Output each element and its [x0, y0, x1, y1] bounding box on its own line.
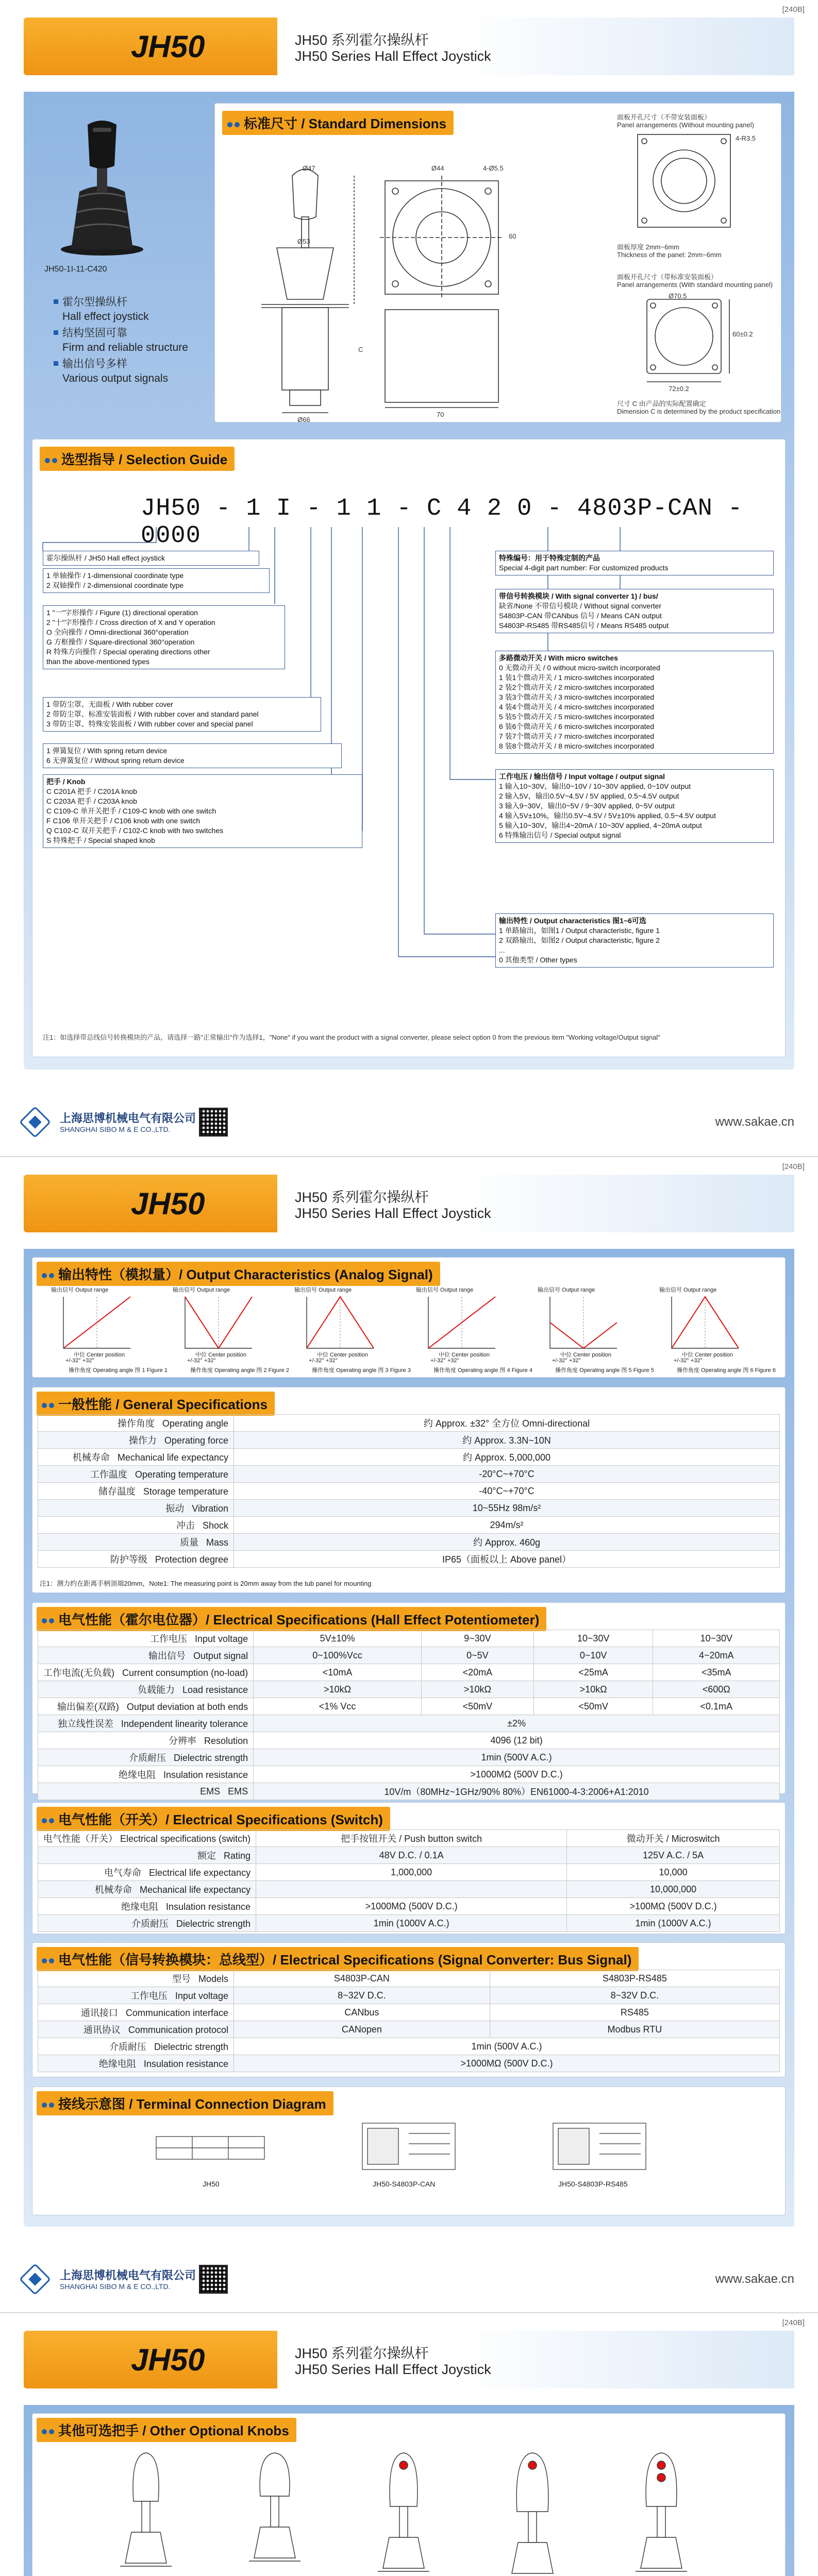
- note-panel-b-en: Panel arrangements (With standard mounting panel): [617, 281, 773, 289]
- table-row: [38, 1987, 780, 2004]
- title-band: [277, 18, 794, 75]
- qr-code-icon: [199, 1108, 228, 1137]
- title-cn: JH50 系列霍尔操纵杆: [295, 32, 429, 48]
- catalog-page-2: [0, 1156, 818, 2312]
- model-tab: [24, 1175, 277, 1232]
- spec-value: ±2%: [254, 1715, 780, 1732]
- table-row: [38, 2021, 780, 2038]
- note-panel-b: 面板开孔尺寸（带标准安装面板）: [617, 273, 718, 281]
- model-tab: [24, 18, 277, 75]
- figure-caption: 操作角度 Operating angle 图 3 Figure 3: [312, 1367, 411, 1374]
- table-row: [38, 1864, 780, 1881]
- general-note: 注1：测力约在距离手柄顶端20mm，Note1: The measuring point is 20mm away from the tub panel for mounting: [40, 1580, 372, 1587]
- knobs-title: 其他可选把手 / Other Optional Knobs: [37, 2418, 296, 2442]
- spec-value: 0~10V: [533, 1647, 653, 1664]
- knob-figure: [233, 2445, 316, 2576]
- spec-label: 通讯协议 Communication protocol: [38, 2021, 234, 2038]
- company-name-en: SHANGHAI SIBO M & E CO.,LTD.: [60, 1125, 171, 1133]
- table-row: [38, 1500, 780, 1517]
- spec-label: 型号 Models: [38, 1970, 234, 1987]
- spec-label: 介质耐压 Dielectric strength: [38, 1749, 254, 1766]
- page-header: [24, 2331, 794, 2388]
- table-row: [38, 1715, 780, 1732]
- company-logo-icon: [19, 1106, 51, 1138]
- spec-value: 1min (500V A.C.): [234, 2038, 780, 2055]
- knob-figure: [491, 2445, 574, 2576]
- feature-1: 霍尔型操纵杆 Hall effect joystick: [54, 295, 149, 324]
- title-cn: JH50 系列霍尔操纵杆: [295, 1190, 429, 1205]
- sel-box-knob: 把手 / Knob C C201A 把手 / C201A knob C C203A 把手 / C203A knob C C109-C 单开关把手 / C109-C knob with one switch F C106 单开关把手 / C106 knob with one switch Q C102-C 双开关把手 / C102-C knob with two switches S 特殊把手 / Special shaped knob: [43, 774, 362, 848]
- table-row: [38, 1483, 780, 1500]
- table-row: [38, 1915, 780, 1932]
- sel-box-microswitch: 多路微动开关 / With micro switches 0 无微动开关 / 0 without micro-switch incorporated 1 装1个微动开关 / 1 micro-switches incorporated 2 装2个微动开关 / 2 micro-switches incorporated 3 装3个微动开关 / 3 micro-switches incorporated 4 装4个微动开关 / 4 micro-switches incorporated 5 装5个微动开关 / 5 micro-switches incorporated 6 装6个微动开关 / 6 micro-switches incorporated 7 装7个微动开关 / 7 micro-switches incorporated 8 装8个微动开关 / 8 micro-switches incorporated: [495, 651, 774, 754]
- spec-value: >10kΩ: [422, 1681, 534, 1698]
- terminal-caption: JH50-S4803P-CAN: [373, 2180, 436, 2188]
- catalog-page-1: [0, 0, 818, 1156]
- terminal-caption: JH50: [203, 2180, 220, 2188]
- terminal-title: 接线示意图 / Terminal Connection Diagram: [37, 2091, 333, 2115]
- figure-axis-label: 输出信号 Output range: [538, 1287, 595, 1293]
- table-row: [38, 1898, 780, 1915]
- website-link[interactable]: www.sakae.cn: [715, 2272, 794, 2286]
- table-row: [38, 1449, 780, 1466]
- figure-axis-label: 输出信号 Output range: [416, 1287, 474, 1293]
- note-panel-a: 面板开孔尺寸（不带安装面板）: [617, 113, 711, 121]
- sel-box-signal-converter: 带信号转换模块 / With signal converter 1) / bus/ 缺省/None 不带信号模块 / Without signal converter S4803P-CAN 带CANbus 信号 / Means CAN output S4803P-RS485 带RS485信号 / Means RS485 output: [495, 589, 774, 633]
- dim-label: 60: [509, 232, 516, 240]
- figure-caption: 操作角度 Operating angle 图 1 Figure 1: [69, 1367, 168, 1374]
- output-figure: [185, 1297, 252, 1348]
- output-figure: [550, 1297, 617, 1348]
- figure-range-label: +/-32° +32°: [65, 1358, 94, 1364]
- spec-label: 工作温度 Operating temperature: [38, 1466, 234, 1483]
- content-panel: [24, 92, 794, 1070]
- sel-box-cover: 1 带防尘罩、无面板 / With rubber cover 2 带防尘罩、标准安装面板 / With rubber cover and standard panel 3 带防尘罩、特殊安装面板 / With rubber cover and special panel: [43, 697, 321, 732]
- spec-value: Modbus RTU: [490, 2021, 779, 2038]
- figure-center-label: 中位 Center position: [682, 1352, 733, 1358]
- spec-value: 约 Approx. 5,000,000: [234, 1449, 780, 1466]
- table-row: [38, 1783, 780, 1800]
- spec-value: 8~32V D.C.: [234, 1987, 490, 2004]
- page-footer: [24, 1106, 794, 1142]
- spec-value: 约 Approx. ±32° 全方位 Omni-directional: [234, 1415, 780, 1432]
- sel-box-output: 输出特性 / Output characteristics 图1~6可选 1 单路输出，如图1 / Output characteristic, figure 1 2 双路输出，如图2 / Output characteristic, figure 2 ... 0 其他类型 / Other types: [495, 913, 774, 968]
- spec-value: >100MΩ (500V D.C.): [567, 1898, 780, 1915]
- terminal-diagram-card: [32, 2087, 786, 2215]
- spec-value: 4~20mA: [653, 1647, 780, 1664]
- dim-label: Ø44: [431, 164, 444, 172]
- spec-value: <50mV: [533, 1698, 653, 1715]
- spec-label: 操作角度 Operating angle: [38, 1415, 234, 1432]
- spec-label: 工作电流(无负载) Current consumption (no-load): [38, 1664, 254, 1681]
- spec-value: S4803P-CAN: [234, 1970, 490, 1987]
- spec-value: 1min (1000V A.C.): [567, 1915, 780, 1932]
- optional-knobs-card: [32, 2413, 786, 2576]
- spec-value: [256, 1881, 567, 1898]
- output-figure: [63, 1297, 130, 1348]
- spec-value: CANopen: [234, 2021, 490, 2038]
- spec-value: >1000MΩ (500V D.C.): [234, 2055, 780, 2072]
- sel-box-special-number: 特殊编号：用于特殊定制的产品 Special 4-digit part number: For customized products: [495, 551, 774, 575]
- figure-range-label: +/-32° +32°: [187, 1358, 216, 1364]
- note-thickness-en: Thickness of the panel: 2mm~6mm: [617, 251, 722, 259]
- table-row: [38, 1749, 780, 1766]
- spec-value: 1,000,000: [256, 1864, 567, 1881]
- spec-label: 输出偏差(双路) Output deviation at both ends: [38, 1698, 254, 1715]
- feature-2: 结构坚固可靠 Firm and reliable structure: [54, 326, 188, 355]
- spec-value: 294m/s²: [234, 1517, 780, 1534]
- table-row: [38, 1630, 780, 1647]
- table-row: [38, 1847, 780, 1864]
- spec-value: 10,000,000: [567, 1881, 780, 1898]
- general-title: 一般性能 / General Specifications: [37, 1392, 275, 1416]
- spec-value: 10V/m（80MHz~1GHz/90% 80%）EN61000-4-3:2006+A1:2010: [254, 1783, 780, 1800]
- dim-label: 70: [437, 411, 444, 418]
- title-cn: JH50 系列霍尔操纵杆: [295, 2346, 429, 2361]
- spec-label: 分辨率 Resolution: [38, 1732, 254, 1749]
- spec-value: 4096 (12 bit): [254, 1732, 780, 1749]
- spec-value: >10kΩ: [533, 1681, 653, 1698]
- note-panel-a-en: Panel arrangements (Without mounting panel): [617, 121, 754, 129]
- dimension-drawing-icon: [215, 104, 782, 423]
- table-row: [38, 1732, 780, 1749]
- spec-value: 48V D.C. / 0.1A: [256, 1847, 567, 1864]
- page-header: [24, 18, 794, 75]
- sel-box-direction: 1 "一"字形操作 / Figure (1) directional operation 2 "十"字形操作 / Cross direction of X and Y operation O 全向操作 / Omni-directional 360°operation G 方框操作 / Square-directional 360°operation R 特殊方向操作 / Special operating directions other than the above-mentioned types: [43, 605, 285, 669]
- content-panel: [24, 2405, 794, 2576]
- knob-drawing-icon: [362, 2445, 445, 2576]
- page-header: [24, 1175, 794, 1232]
- page-number: [240B]: [782, 1162, 805, 1171]
- elec-switch-title: 电气性能（开关）/ Electrical Specifications (Switch): [37, 1807, 390, 1831]
- spec-value: 5V±10%: [254, 1630, 422, 1647]
- figure-center-label: 中位 Center position: [560, 1352, 612, 1358]
- table-row: [38, 1881, 780, 1898]
- elec-hall-title: 电气性能（霍尔电位器）/ Electrical Specifications (Hall Effect Potentiometer): [37, 1607, 546, 1631]
- output-figure: [307, 1297, 374, 1348]
- dim-label: 60±0.2: [732, 330, 753, 338]
- knob-figure: [620, 2445, 703, 2576]
- title-band: [277, 1175, 794, 1232]
- spec-value: >1000MΩ (500V D.C.): [256, 1898, 567, 1915]
- spec-label: 负载能力 Load resistance: [38, 1681, 254, 1698]
- spec-label: 工作电压 Input voltage: [38, 1630, 254, 1647]
- knob-drawing-icon: [620, 2445, 703, 2576]
- dim-label: C: [358, 346, 363, 353]
- elec-bus-title: 电气性能（信号转换模块：总线型）/ Electrical Specifications (Signal Converter: Bus Signal): [37, 1947, 639, 1971]
- spec-value: <35mA: [653, 1664, 780, 1681]
- product-photo: [48, 114, 156, 259]
- spec-value: 10~30V: [533, 1630, 653, 1647]
- sel-box-voltage: 工作电压 / 输出信号 / Input voltage / output signal 1 输入10~30V，输出0~10V / 10~30V applied, 0~10V output 2 输入5V，输出0.5V~4.5V / 5V applied, 0.5~4.5V output 3 输入9~30V，输出0~5V / 9~30V applied, 0~5V output 4 输入5V±10%，输出0.5V~4.5V / 5V±10% applied, 0.5~4.5V output 5 输入10~30V，输出4~20mA / 10~30V applied, 4~20mA output 6 特殊输出信号 / Special output signal: [495, 769, 774, 843]
- table-row: [38, 1432, 780, 1449]
- elec-bus-card: [32, 1942, 786, 2077]
- spec-label: 冲击 Shock: [38, 1517, 234, 1534]
- figure-caption: 操作角度 Operating angle 图 4 Figure 4: [433, 1367, 532, 1374]
- spec-value: 0~5V: [422, 1647, 534, 1664]
- spec-value: 约 Approx. 3.3N~10N: [234, 1432, 780, 1449]
- dim-label: 4-R3.5: [736, 134, 756, 142]
- spec-value: 1min (500V A.C.): [254, 1749, 780, 1766]
- note-dim-c-en: Dimension C is determined by the product specification: [617, 408, 781, 415]
- knob-figure: [105, 2445, 187, 2576]
- spec-value: -40°C~+70°C: [234, 1483, 780, 1500]
- spec-label: 独立线性误差 Independent linearity tolerance: [38, 1715, 254, 1732]
- table-row: [38, 1534, 780, 1551]
- figure-center-label: 中位 Center position: [195, 1352, 247, 1358]
- figure-axis-label: 输出信号 Output range: [173, 1287, 230, 1293]
- elec-hall-card: [32, 1602, 786, 1797]
- spec-label: 储存温度 Storage temperature: [38, 1483, 234, 1500]
- model-name: JH50: [131, 1187, 205, 1221]
- spec-label: 振动 Vibration: [38, 1500, 234, 1517]
- table-row: [38, 1698, 780, 1715]
- dimensions-title: 标准尺寸 / Standard Dimensions: [222, 111, 454, 135]
- dim-label: Ø70.5: [669, 292, 687, 300]
- spec-value: <0.1mA: [653, 1698, 780, 1715]
- spec-value: 10,000: [567, 1864, 780, 1881]
- knob-drawing-icon: [233, 2445, 316, 2576]
- table-row: [38, 1647, 780, 1664]
- table-row: [38, 1970, 780, 1987]
- spec-label: 绝缘电阻 Insulation resistance: [38, 2055, 234, 2072]
- figure-center-label: 中位 Center position: [74, 1352, 125, 1358]
- figure-caption: 操作角度 Operating angle 图 5 Figure 5: [555, 1367, 654, 1374]
- company-name-cn: 上海思博机械电气有限公司: [60, 2269, 196, 2282]
- table-row: [38, 2004, 780, 2021]
- catalog-page-3: [0, 2312, 818, 2576]
- knob-drawing-icon: [105, 2445, 187, 2576]
- spec-value: RS485: [490, 2004, 779, 2021]
- spec-value: <50mV: [422, 1698, 534, 1715]
- spec-label: 输出信号 Output signal: [38, 1647, 254, 1664]
- selection-title: 选型指导 / Selection Guide: [40, 447, 235, 471]
- figure-range-label: +/-32° +32°: [309, 1358, 338, 1364]
- spec-value: 8~32V D.C.: [490, 1987, 779, 2004]
- dim-label: Ø53: [297, 238, 310, 245]
- sel-box-series: 霍尔操纵杆 / JH50 Hall effect joystick: [43, 551, 259, 566]
- figure-axis-label: 输出信号 Output range: [51, 1287, 109, 1293]
- dim-label: Ø47: [303, 164, 315, 172]
- elec-hall-table: [38, 1630, 780, 1800]
- sel-box-dimension: 1 单轴操作 / 1-dimensional coordinate type 2 双轴操作 / 2-dimensional coordinate type: [43, 568, 270, 593]
- dimensions-card: [214, 103, 781, 422]
- spec-label: 通讯接口 Communication interface: [38, 2004, 234, 2021]
- website-link[interactable]: www.sakae.cn: [715, 1115, 794, 1129]
- feature-3: 输出信号多样 Various output signals: [54, 357, 168, 386]
- model-name: JH50: [131, 2343, 205, 2377]
- figure-range-label: +/-32° +32°: [674, 1358, 703, 1364]
- terminal-diagram-icon: [32, 2087, 786, 2216]
- spec-value: 约 Approx. 460g: [234, 1534, 780, 1551]
- spec-value: 9~30V: [422, 1630, 534, 1647]
- spec-value: CANbus: [234, 2004, 490, 2021]
- spec-label: 绝缘电阻 Insulation resistance: [38, 1766, 254, 1783]
- figure-range-label: +/-32° +32°: [430, 1358, 459, 1364]
- dim-label: 4-Ø5.5: [483, 164, 504, 172]
- spec-label: 绝缘电阻 Insulation resistance: [38, 1898, 256, 1915]
- output-figure: [428, 1297, 495, 1348]
- spec-label: 操作力 Operating force: [38, 1432, 234, 1449]
- spec-label: 防护等级 Protection degree: [38, 1551, 234, 1568]
- table-row: [38, 1466, 780, 1483]
- spec-value: <600Ω: [653, 1681, 780, 1698]
- selection-guide-card: [32, 439, 786, 1057]
- spec-label: 质量 Mass: [38, 1534, 234, 1551]
- title-band: [277, 2331, 794, 2388]
- spec-label: 介质耐压 Dielectric strength: [38, 1915, 256, 1932]
- spec-value: <10mA: [254, 1664, 422, 1681]
- spec-label: 额定 Rating: [38, 1847, 256, 1864]
- output-characteristics-card: [32, 1257, 786, 1378]
- output-figure: [672, 1297, 739, 1348]
- figure-caption: 操作角度 Operating angle 图 6 Figure 6: [677, 1367, 776, 1374]
- note-thickness: 面板厚度 2mm~6mm: [617, 243, 679, 251]
- spec-label: EMS EMS: [38, 1783, 254, 1800]
- page-footer: [24, 2263, 794, 2299]
- content-panel: [24, 1249, 794, 2227]
- table-row: [38, 1415, 780, 1432]
- table-row: [38, 2055, 780, 2072]
- spec-value: S4803P-RS485: [490, 1970, 779, 1987]
- figure-range-label: +/-32° +32°: [552, 1358, 581, 1364]
- figure-center-label: 中位 Center position: [439, 1352, 490, 1358]
- title-en: JH50 Series Hall Effect Joystick: [295, 2362, 491, 2377]
- table-row: [38, 1681, 780, 1698]
- joystick-photo-icon: [48, 114, 156, 259]
- title-en: JH50 Series Hall Effect Joystick: [295, 1206, 491, 1221]
- knob-figure: [362, 2445, 445, 2576]
- spec-value: 125V A.C. / 5A: [567, 1847, 780, 1864]
- spec-value: 10~55Hz 98m/s²: [234, 1500, 780, 1517]
- company-logo-icon: [19, 2263, 51, 2295]
- page-number: [240B]: [782, 5, 805, 14]
- spec-label: 工作电压 Input voltage: [38, 1987, 234, 2004]
- table-row: [38, 1551, 780, 1568]
- qr-code-icon: [199, 2265, 228, 2294]
- output-characteristic-figures: [32, 1258, 786, 1378]
- spec-label: 机械寿命 Mechanical life expectancy: [38, 1881, 256, 1898]
- table-row: [38, 1664, 780, 1681]
- spec-value: 0~100%Vcc: [254, 1647, 422, 1664]
- table-row: [38, 1766, 780, 1783]
- spec-value: -20°C~+70°C: [234, 1466, 780, 1483]
- spec-value: <25mA: [533, 1664, 653, 1681]
- dim-label: Ø66: [297, 416, 310, 423]
- output-title: 输出特性（模拟量）/ Output Characteristics (Analog Signal): [37, 1262, 440, 1286]
- selection-note: 注1：如选择带总线信号转换模块的产品，请选择一路"正常输出"作为选择1，"None" if you want the product with a signal converter, please select option 0 from the previous item "Working voltage/Output signal": [43, 1033, 660, 1041]
- elec-switch-card: [32, 1802, 786, 1934]
- elec-switch-table: [38, 1829, 780, 1932]
- model-tab: [24, 2331, 277, 2388]
- note-dim-c: 尺寸 C 由产品的实际配置确定: [617, 400, 706, 408]
- selection-code: JH50 - 1 I - 1 1 - C 4 2 0 - 4803P-CAN - 0000: [141, 495, 743, 550]
- dim-label: 72±0.2: [669, 385, 689, 393]
- elec-bus-table: [38, 1970, 780, 2072]
- knob-drawing-icon: [491, 2445, 574, 2576]
- spec-label: 介质耐压 Dielectric strength: [38, 2038, 234, 2055]
- spec-value: >10kΩ: [254, 1681, 422, 1698]
- company-name-en: SHANGHAI SIBO M & E CO.,LTD.: [60, 2282, 171, 2291]
- sel-box-return: 1 弹簧复位 / With spring return device 6 无弹簧复位 / Without spring return device: [43, 743, 342, 768]
- spec-label: 电气寿命 Electrical life expectancy: [38, 1864, 256, 1881]
- spec-label: 机械寿命 Mechanical life expectancy: [38, 1449, 234, 1466]
- general-specs-table: [38, 1414, 780, 1568]
- spec-value: 10~30V: [653, 1630, 780, 1647]
- figure-axis-label: 输出信号 Output range: [659, 1287, 717, 1293]
- spec-value: >1000MΩ (500V D.C.): [254, 1766, 780, 1783]
- spec-value: <20mA: [422, 1664, 534, 1681]
- title-en: JH50 Series Hall Effect Joystick: [295, 48, 491, 64]
- figure-axis-label: 输出信号 Output range: [294, 1287, 352, 1293]
- company-name-cn: 上海思博机械电气有限公司: [60, 1112, 196, 1125]
- table-header: 电气性能（开关） Electrical specifications (switch) 把手按钮开关 / Push button switch 微动开关 / Microswitch: [38, 1830, 780, 1847]
- page-number: [240B]: [782, 2318, 805, 2327]
- photo-caption: JH50-1I-11-C420: [44, 265, 107, 274]
- model-name: JH50: [131, 29, 205, 64]
- spec-value: IP65（面板以上 Above panel）: [234, 1551, 780, 1568]
- spec-value: 1min (1000V A.C.): [256, 1915, 567, 1932]
- terminal-caption: JH50-S4803P-RS485: [558, 2180, 628, 2188]
- figure-caption: 操作角度 Operating angle 图 2 Figure 2: [190, 1367, 289, 1374]
- general-specs-card: [32, 1387, 786, 1593]
- spec-value: <1% Vcc: [254, 1698, 422, 1715]
- figure-center-label: 中位 Center position: [317, 1352, 369, 1358]
- table-row: [38, 1517, 780, 1534]
- table-row: [38, 2038, 780, 2055]
